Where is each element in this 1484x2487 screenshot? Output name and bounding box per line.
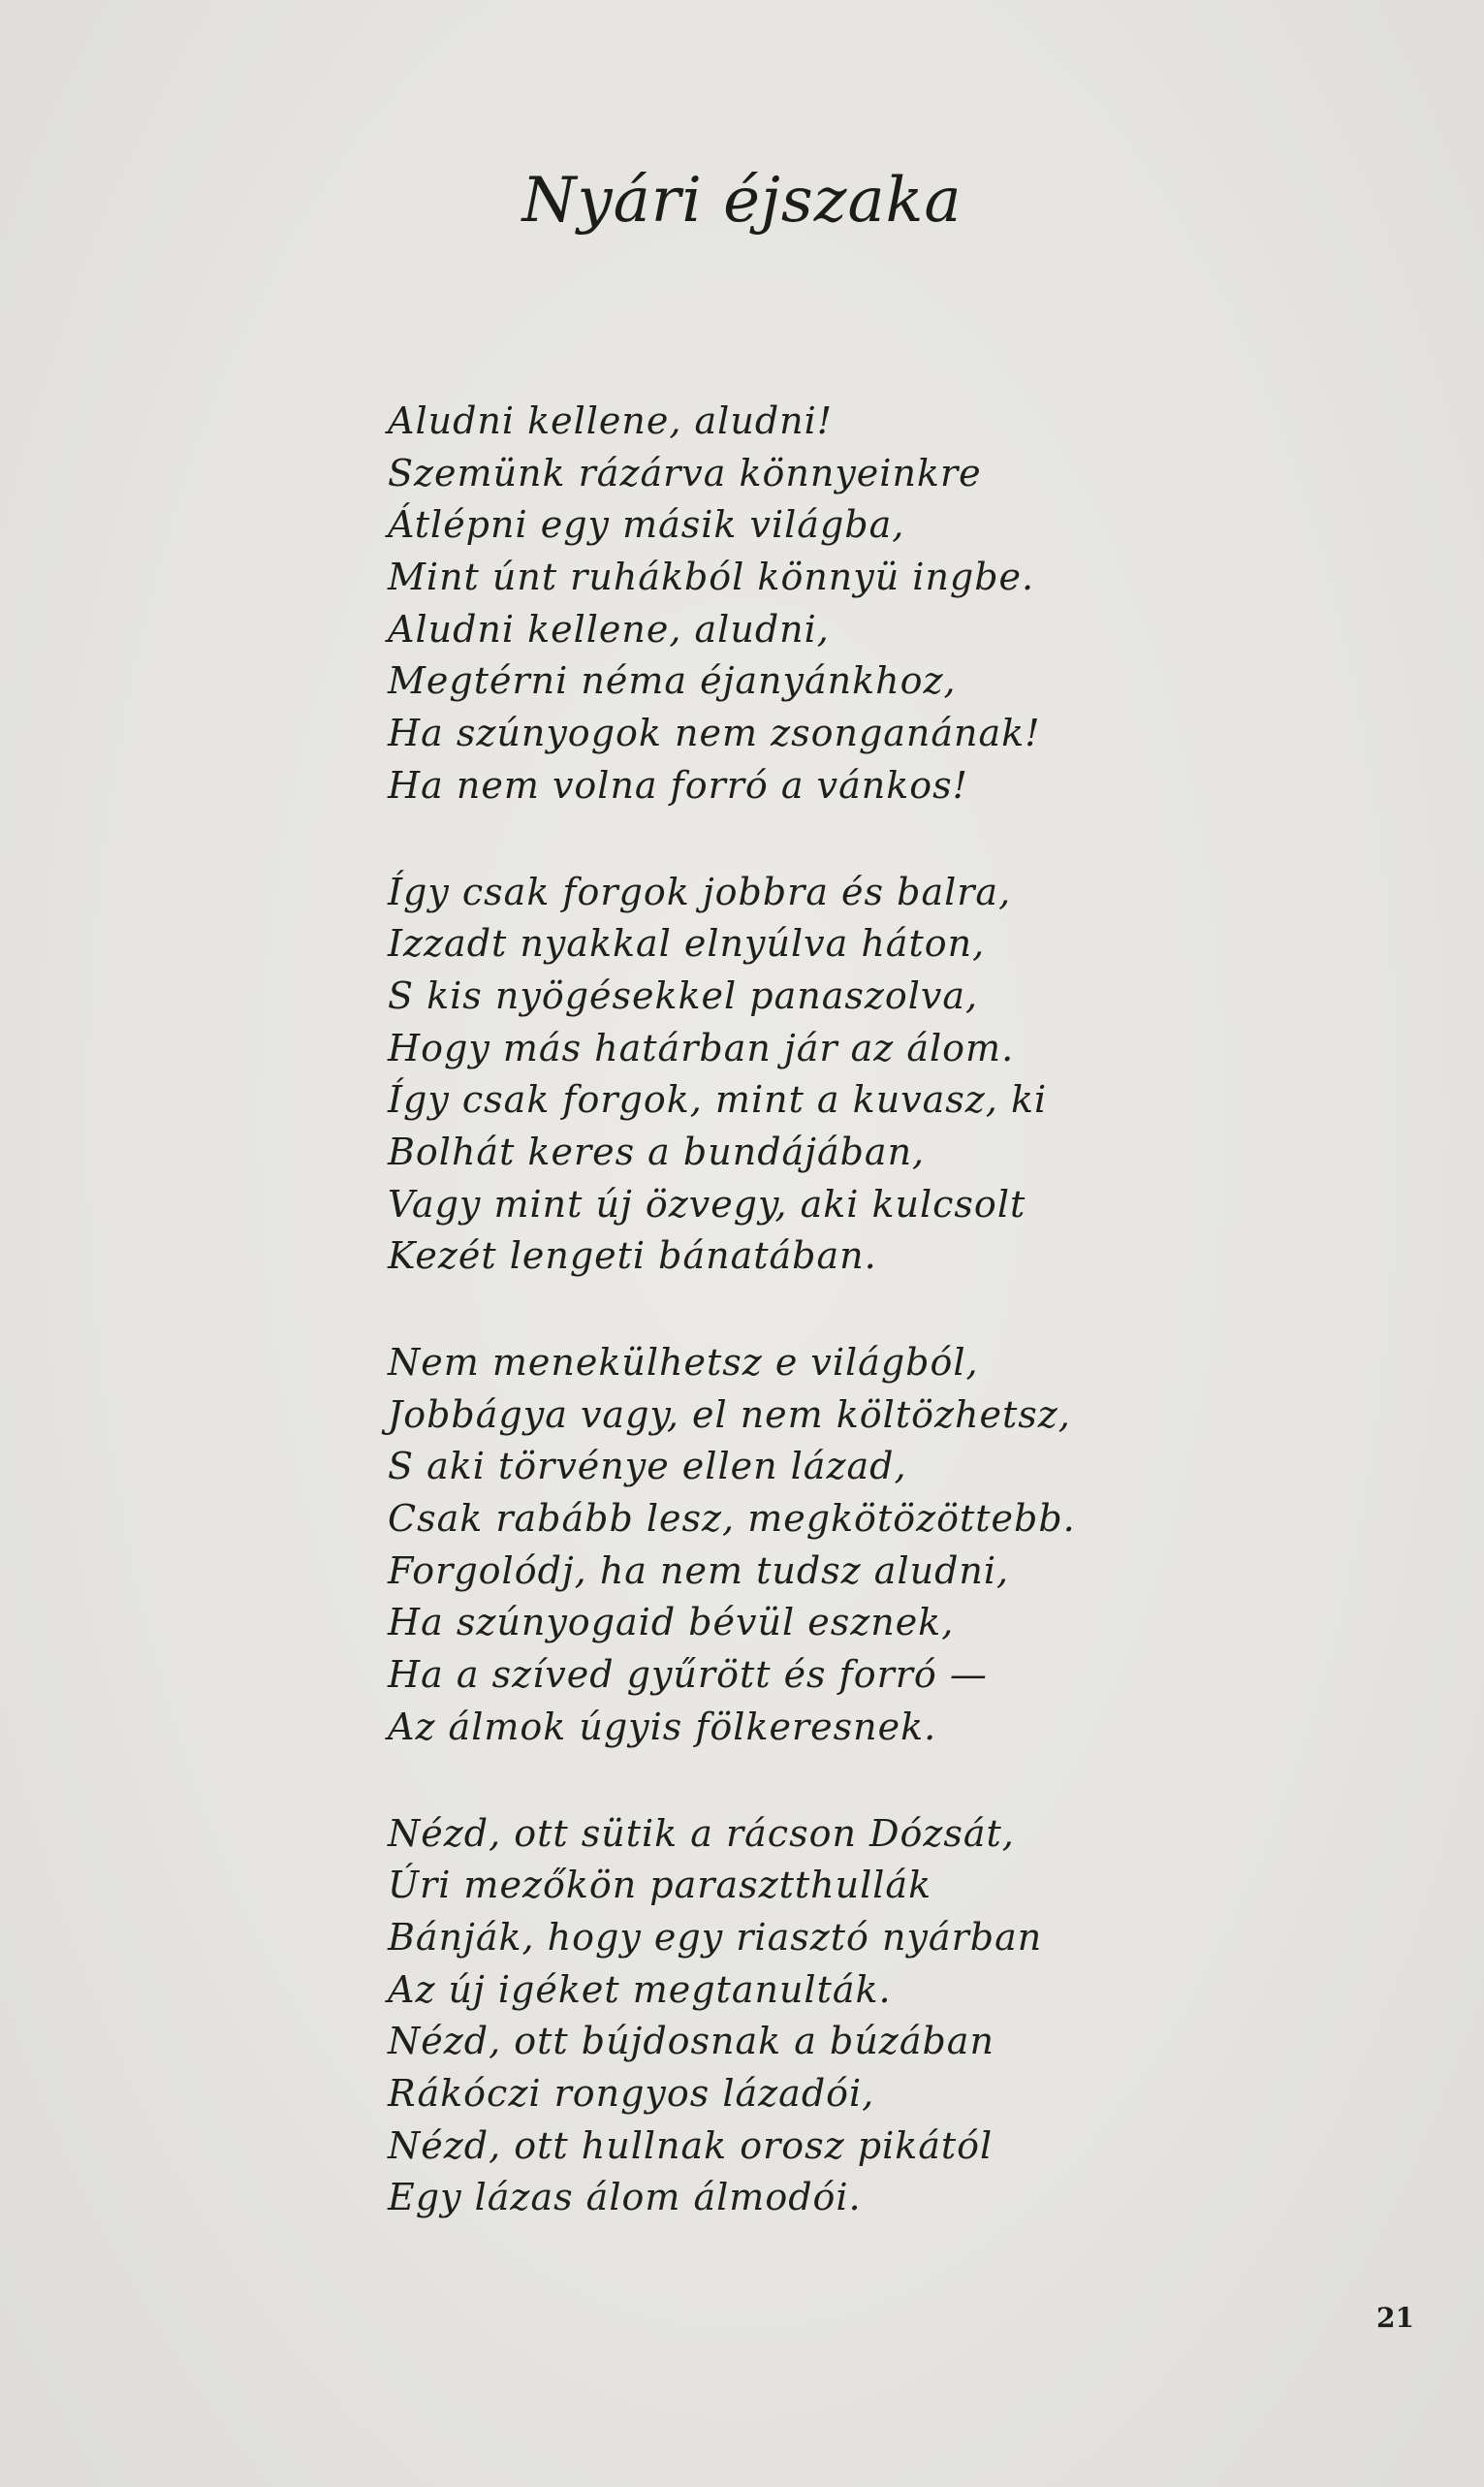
poem-line: Aludni kellene, aludni! [388,399,834,442]
poem-line: Az új igéket megtanulták. [388,1967,892,2011]
poem-line: Bánják, hogy egy riasztó nyárban [388,1915,1043,1959]
poem-line: Forgolódj, ha nem tudsz aludni, [388,1548,1010,1592]
poem-line: Átlépni egy másik világba, [388,503,905,547]
poem-line: S aki törvénye ellen lázad, [388,1445,907,1488]
poem-line: Ha nem volna forró a vánkos! [388,763,968,807]
stanza-2 [388,867,1357,1284]
poem-line: Kezét lengeti bánatában. [388,1234,877,1278]
poem-title: Nyári éjszaka [521,165,963,237]
poem-line: Mint únt ruhákból könnyü ingbe. [388,556,1035,599]
poem-line: Megtérni néma éjanyánkhoz, [388,659,957,703]
poem-line: Aludni kellene, aludni, [388,607,830,651]
page-number: 21 [1376,2302,1414,2334]
stanza-4 [388,1808,1357,2225]
poem-line: Ha szúnyogaid bévül esznek, [388,1601,955,1644]
poem-line: Az álmok úgyis fölkeresnek. [388,1705,937,1748]
poem-line: Így csak forgok, mint a kuvasz, ki [388,1078,1048,1122]
poem-line: Szemünk rázárva könnyeinkre [388,451,982,494]
poem-line: Nézd, ott sütik a rácson Dózsát, [388,1811,1015,1855]
poem-line: Egy lázas álom álmodói. [388,2176,862,2219]
poem-body [388,396,1357,2279]
poem-line: Nézd, ott bújdosnak a búzában [388,2020,995,2063]
poem-line: Úri mezőkön parasztthullák [388,1864,932,1907]
poem-line: Nézd, ott hullnak orosz pikától [388,2123,994,2167]
poem-line: Jobbágya vagy, el nem költözhetsz, [388,1392,1071,1436]
poem-line: Izzadt nyakkal elnyúlva háton, [388,922,986,966]
stanza-3 [388,1337,1357,1754]
poem-line: S kis nyögésekkel panaszolva, [388,973,979,1017]
poem-line: Vagy mint új özvegy, aki kulcsolt [388,1182,1026,1226]
poem-line: Rákóczi rongyos lázadói, [388,2071,875,2115]
poem-line: Ha a szíved gyűrött és forró — [388,1653,988,1697]
poem-line: Csak rabább lesz, megkötözöttebb. [388,1497,1076,1541]
poem-line: Ha szúnyogok nem zsonganának! [388,712,1041,755]
poem-line: Így csak forgok jobbra és balra, [388,870,1012,913]
poem-line: Bolhát keres a bundájában, [388,1130,926,1173]
stanza-1 [388,396,1357,813]
poem-line: Nem menekülhetsz e világból, [388,1341,979,1384]
poem-line: Hogy más határban jár az álom. [388,1026,1015,1069]
